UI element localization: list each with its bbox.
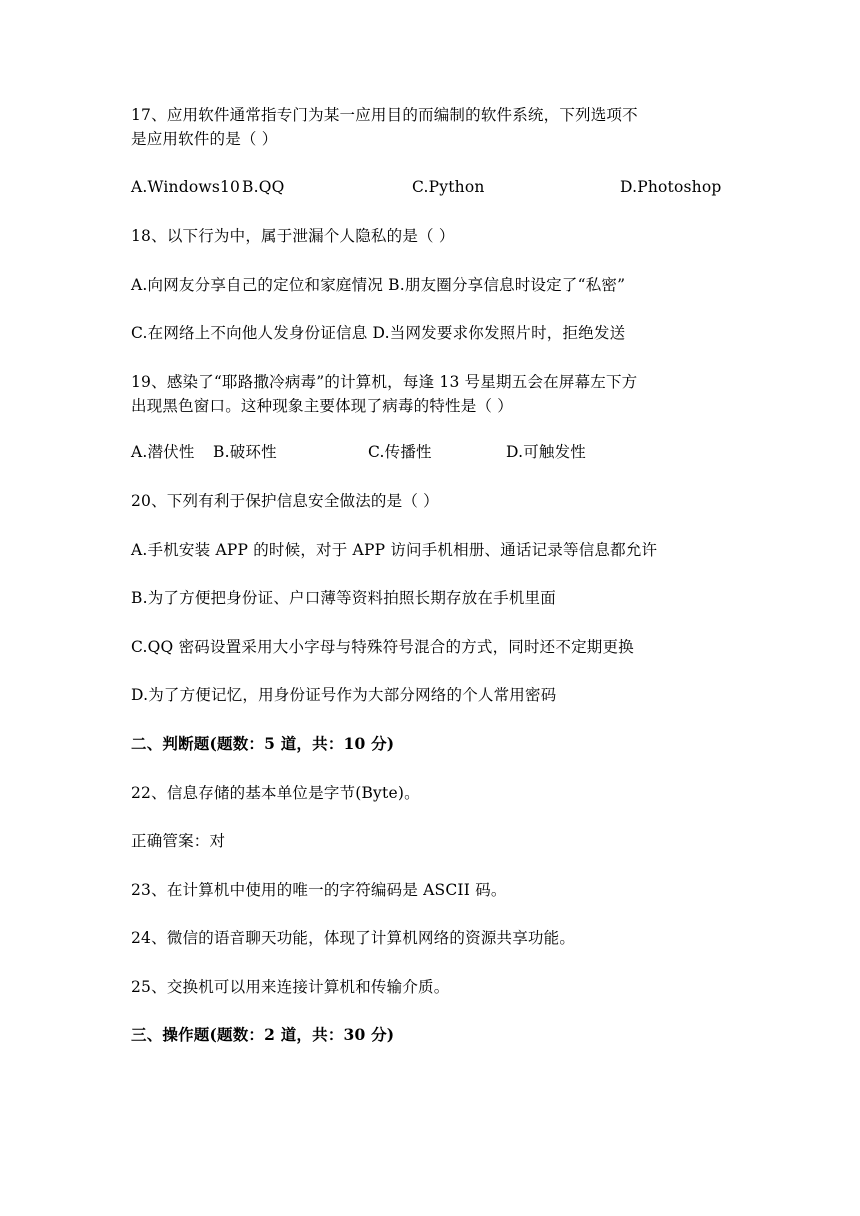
q20-option-b: B.为了方便把身份证、户口薄等资料拍照长期存放在手机里面 — [131, 589, 556, 607]
q18-options-cd: C.在网络上不向他人发身份证信息 D.当网发要求你发照片时，拒绝发送 — [131, 324, 626, 342]
q20-stem: 20、下列有利于保护信息安全做法的是（ ） — [131, 492, 439, 510]
q19-stem-line2: 出现黑色窗口。这种现象主要体现了病毒的特性是（ ） — [131, 397, 513, 415]
q17-option-b: B.QQ — [242, 178, 285, 196]
q17-option-c: C.Python — [412, 178, 485, 196]
q22-stem: 22、信息存储的基本单位是字节(Byte)。 — [131, 784, 420, 802]
q17-option-a: A.Windows10 — [131, 178, 241, 196]
q25-stem: 25、交换机可以用来连接计算机和传输介质。 — [131, 978, 450, 996]
q22-answer: 正确管案：对 — [131, 832, 226, 850]
q18-options-ab: A.向网友分享自己的定位和家庭情况 B.朋友圈分享信息时设定了“私密” — [131, 276, 626, 294]
q17-option-d: D.Photoshop — [620, 178, 722, 196]
q24-stem: 24、微信的语音聊天功能，体现了计算机网络的资源共享功能。 — [131, 929, 576, 947]
q19-option-b: B.破环性 — [213, 443, 277, 461]
q23-stem: 23、在计算机中使用的唯一的字符编码是 ASCII 码。 — [131, 881, 507, 899]
q19-option-c: C.传播性 — [368, 443, 432, 461]
q18-stem: 18、以下行为中，属于泄漏个人隐私的是（ ） — [131, 227, 455, 245]
q20-option-c: C.QQ 密码设置采用大小字母与特殊符号混合的方式，同时还不定期更换 — [131, 638, 634, 656]
q19-stem-line1: 19、感染了“耶路撒冷病毒”的计算机，每逢 13 号星期五会在屏幕左下方 — [131, 373, 638, 391]
section-heading-operation: 三、操作题(题数：2 道，共：30 分) — [131, 1025, 395, 1044]
q20-option-d: D.为了方便记忆，用身份证号作为大部分网络的个人常用密码 — [131, 686, 557, 704]
section-heading-true-false: 二、判断题(题数：5 道，共：10 分) — [131, 734, 395, 753]
q19-option-a: A.潜伏性 — [131, 443, 195, 461]
q20-option-a: A.手机安装 APP 的时候，对于 APP 访问手机相册、通话记录等信息都允许 — [131, 541, 658, 559]
q17-stem-line1: 17、应用软件通常指专门为某一应用目的而编制的软件系统，下列选项不 — [131, 106, 638, 124]
q19-option-d: D.可触发性 — [506, 443, 587, 461]
q17-stem-line2: 是应用软件的是（ ） — [131, 130, 278, 148]
